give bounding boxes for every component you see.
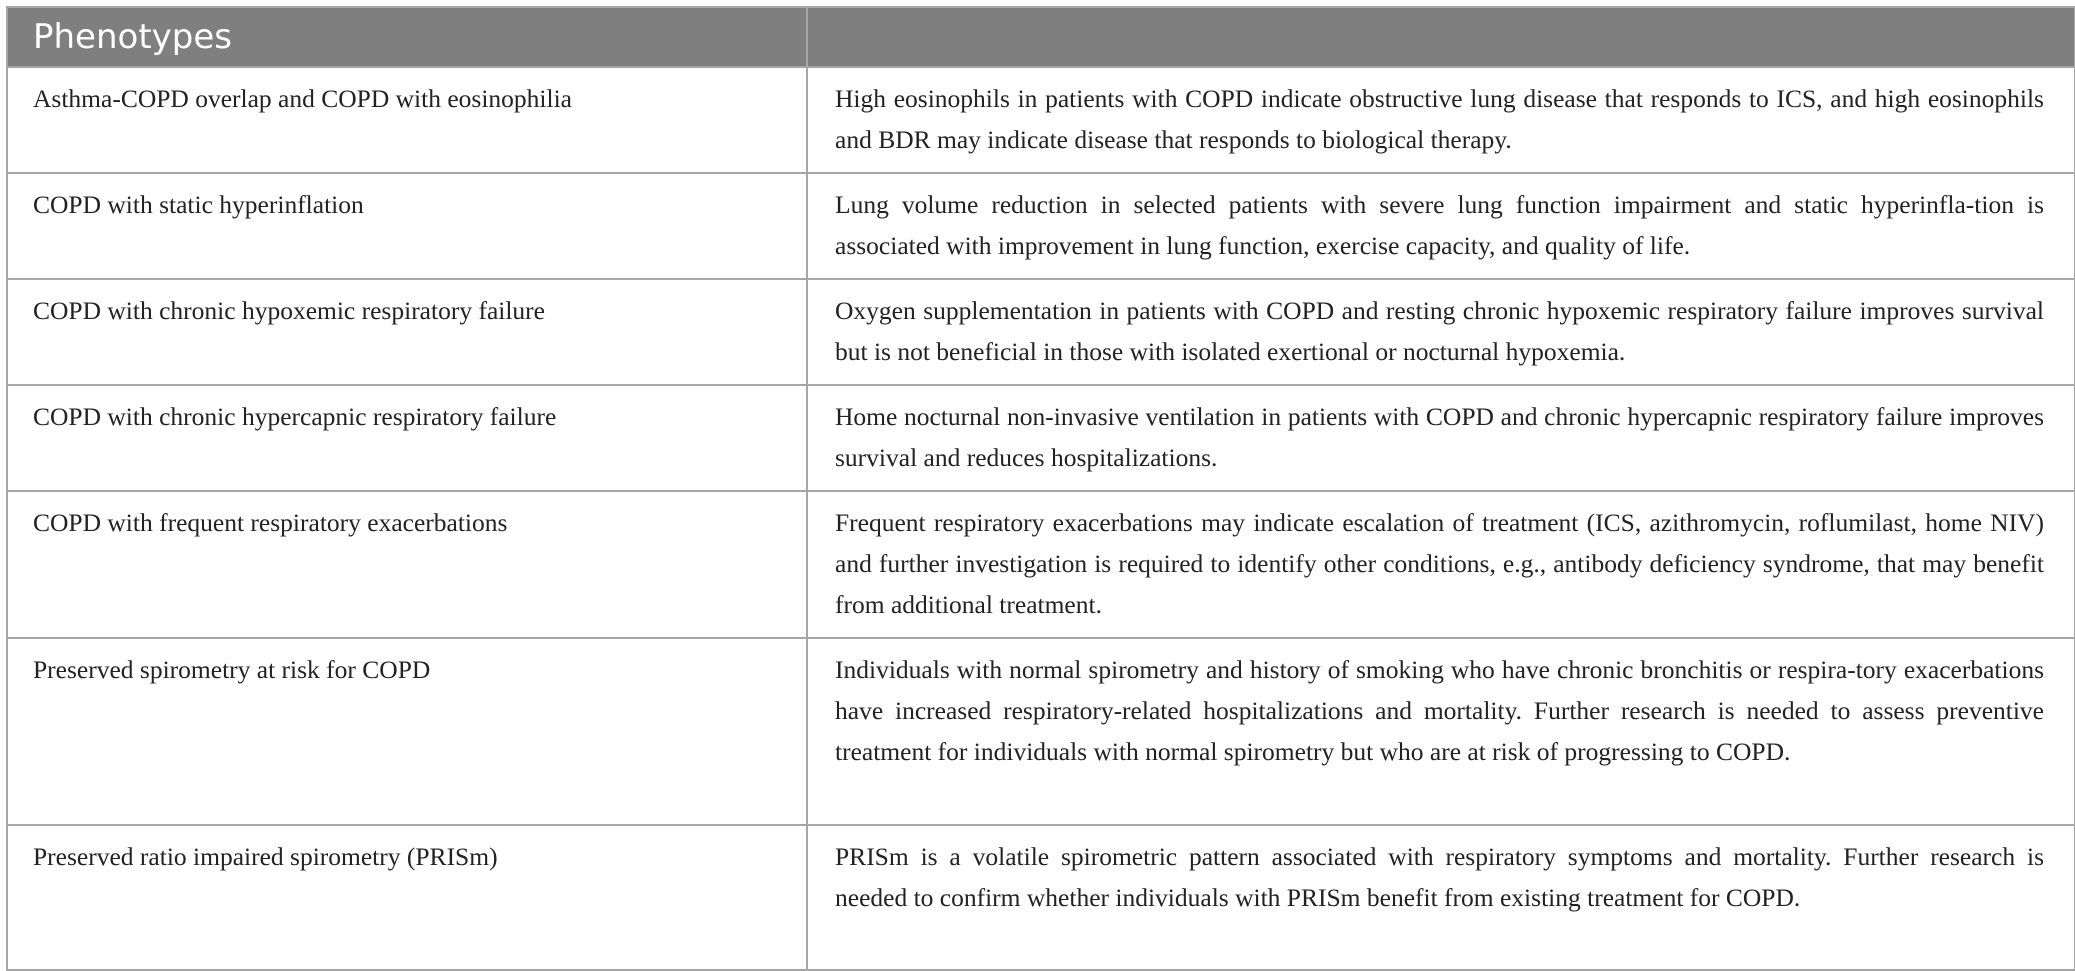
phenotype-cell: COPD with chronic hypercapnic respiratory failure [7,385,807,491]
description-cell: Individuals with normal spirometry and history of smoking who have chronic bronchitis or respira-tory exacerbations have increased respiratory-related hospitalizations and mortality. Further research is needed to assess preventive treatment for individuals with normal spirometry but who are at risk of progressing to COPD. [807,638,2075,825]
phenotype-cell: COPD with frequent respiratory exacerbations [7,491,807,638]
description-cell: Home nocturnal non-invasive ventilation in patients with COPD and chronic hypercapnic respiratory failure improves survival and reduces hospitalizations. [807,385,2075,491]
phenotype-cell: COPD with static hyperinflation [7,173,807,279]
table-row [7,638,2075,825]
header-description [807,7,2075,67]
phenotype-cell: Preserved ratio impaired spirometry (PRISm) [7,825,807,970]
description-cell: Oxygen supplementation in patients with COPD and resting chronic hypoxemic respiratory failure improves survival but is not beneficial in those with isolated exertional or nocturnal hypoxemia. [807,279,2075,385]
phenotypes-table-container [6,6,2074,971]
table-row [7,385,2075,491]
phenotype-cell: Preserved spirometry at risk for COPD [7,638,807,825]
table-header-row [7,7,2075,67]
phenotype-cell: COPD with chronic hypoxemic respiratory failure [7,279,807,385]
table-row [7,173,2075,279]
table-row [7,491,2075,638]
phenotypes-table [6,6,2075,971]
table-row [7,825,2075,970]
description-cell: High eosinophils in patients with COPD indicate obstructive lung disease that responds to ICS, and high eosinophils and BDR may indicate disease that responds to biological therapy. [807,67,2075,173]
description-cell: PRISm is a volatile spirometric pattern associated with respiratory symptoms and mortality. Further research is needed to confirm whether individuals with PRISm benefit from existing treatment for COPD. [807,825,2075,970]
description-cell: Frequent respiratory exacerbations may indicate escalation of treatment (ICS, azithromycin, roflumilast, home NIV) and further investigation is required to identify other conditions, e.g., antibody deficiency syndrome, that may benefit from additional treatment. [807,491,2075,638]
phenotype-cell: Asthma-COPD overlap and COPD with eosinophilia [7,67,807,173]
table-row [7,279,2075,385]
header-phenotypes: Phenotypes [7,7,807,67]
description-cell: Lung volume reduction in selected patients with severe lung function impairment and static hyperinfla-tion is associated with improvement in lung function, exercise capacity, and quality of life. [807,173,2075,279]
table-row [7,67,2075,173]
